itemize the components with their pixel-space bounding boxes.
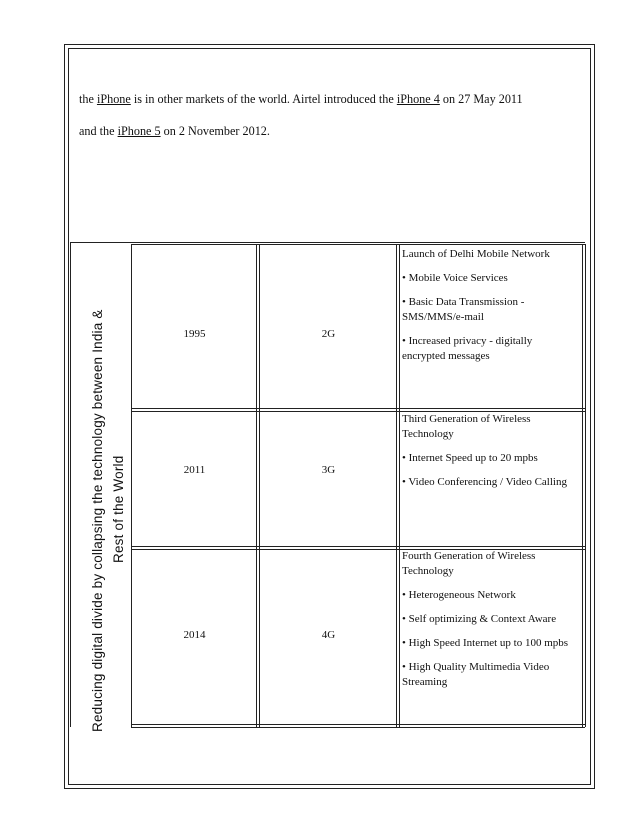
description-cell: [402, 549, 578, 699]
side-heading-line-2: Rest of the World: [111, 455, 126, 563]
iphone-5-link[interactable]: iPhone 5: [117, 124, 161, 138]
paragraph-line-2: [79, 124, 270, 139]
description-item: • Basic Data Transmission - SMS/MMS/e-mail: [402, 296, 525, 323]
side-heading-line-1: Reducing digital divide by collapsing the technology between India &: [90, 309, 105, 732]
year-cell: 1995: [183, 328, 206, 340]
text-fragment: and the: [79, 124, 118, 138]
text-fragment: is in other markets of the world. Airtel introduced the: [130, 92, 397, 106]
description-item: • Increased privacy - digitally encrypted messages: [402, 335, 533, 362]
iphone-4-link[interactable]: iPhone 4: [396, 92, 440, 106]
description-item: • Mobile Voice Services: [402, 272, 508, 284]
description-item: Fourth Generation of Wireless Technology: [402, 550, 536, 577]
description-item: • Heterogeneous Network: [402, 589, 516, 601]
description-item: • High Speed Internet up to 100 mpbs: [402, 637, 569, 649]
description-cell: [402, 247, 578, 373]
year-cell: 2011: [183, 464, 206, 476]
description-item: • Internet Speed up to 20 mpbs: [402, 452, 538, 464]
description-item: • High Quality Multimedia Video Streaming: [402, 661, 550, 688]
generation-cell: 2G: [321, 328, 336, 340]
generation-cell: 3G: [321, 464, 336, 476]
text-fragment: on 27 May 2011: [439, 92, 523, 106]
description-item: Launch of Delhi Mobile Network: [402, 248, 550, 260]
text-fragment: the: [79, 92, 97, 106]
description-item: • Video Conferencing / Video Calling: [402, 476, 567, 488]
text-fragment: on 2 November 2012.: [160, 124, 270, 138]
paragraph-line-1: [79, 92, 523, 107]
iphone-link[interactable]: iPhone: [96, 92, 131, 106]
year-cell: 2014: [183, 629, 206, 641]
description-item: • Self optimizing & Context Aware: [402, 613, 557, 625]
generation-cell: 4G: [321, 629, 336, 641]
description-cell: [402, 412, 578, 499]
description-item: Third Generation of Wireless Technology: [402, 413, 531, 440]
